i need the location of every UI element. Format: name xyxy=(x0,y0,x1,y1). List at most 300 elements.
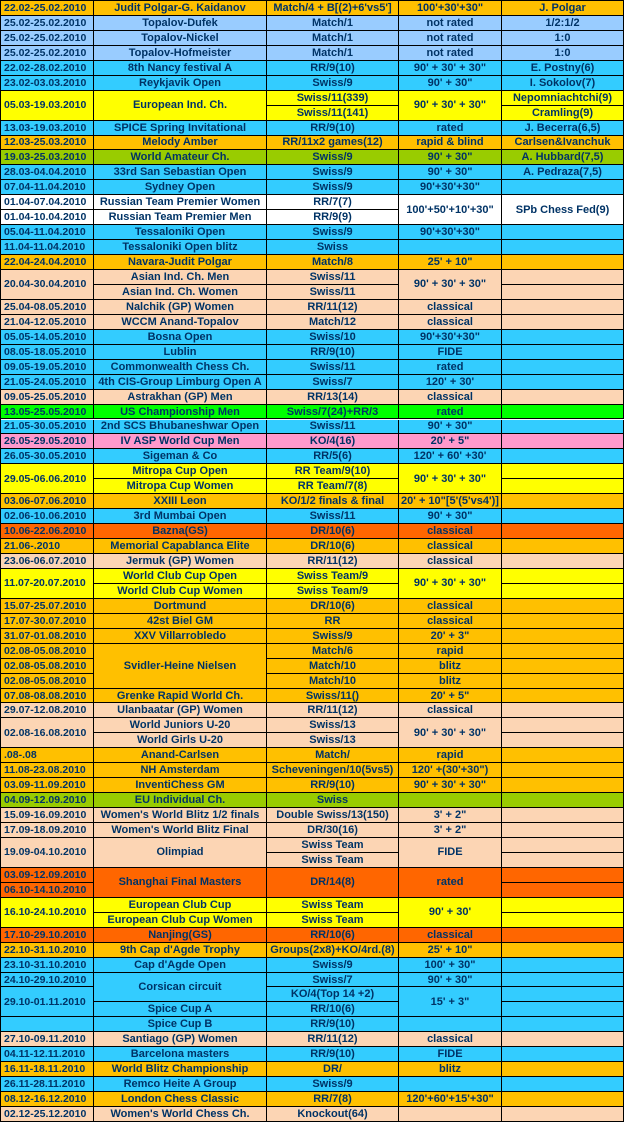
time-control-cell xyxy=(399,240,502,255)
format-cell: Swiss xyxy=(267,793,399,808)
date-cell: 06.10-14.10.2010 xyxy=(1,883,94,898)
time-control-cell xyxy=(399,1077,502,1092)
time-control-cell: 120' + 30' xyxy=(399,375,502,390)
event-name-cell: Mitropa Cup Open xyxy=(94,464,267,479)
date-cell: 02.06-10.06.2010 xyxy=(1,509,94,524)
event-name-cell: Sigeman & Co xyxy=(94,449,267,464)
format-cell: Swiss/10 xyxy=(267,330,399,345)
format-cell: Swiss/9 xyxy=(267,225,399,240)
winner-cell xyxy=(502,494,624,509)
format-cell: RR/5(6) xyxy=(267,449,399,464)
event-name-cell: Lublin xyxy=(94,345,267,360)
winner-cell xyxy=(502,838,624,853)
winner-cell xyxy=(502,300,624,315)
event-name-cell: World Club Cup Women xyxy=(94,584,267,599)
event-name-cell: Nalchik (GP) Women xyxy=(94,300,267,315)
format-cell: DR/14(8) xyxy=(267,868,399,898)
event-name-cell: Svidler-Heine Nielsen xyxy=(94,644,267,689)
format-cell: RR/9(10) xyxy=(267,121,399,136)
date-cell: 27.10-09.11.2010 xyxy=(1,1032,94,1047)
format-cell: RR xyxy=(267,614,399,629)
date-cell: 31.07-01.08.2010 xyxy=(1,629,94,644)
date-cell: 05.03-19.03.2010 xyxy=(1,91,94,121)
date-cell: 01.04-07.04.2010 xyxy=(1,195,94,210)
time-control-cell: FIDE xyxy=(399,838,502,868)
date-cell: 07.08-08.08.2010 xyxy=(1,689,94,704)
winner-cell xyxy=(502,225,624,240)
date-cell: 02.08-05.08.2010 xyxy=(1,674,94,689)
date-cell: 23.06-06.07.2010 xyxy=(1,554,94,569)
time-control-cell: classical xyxy=(399,1032,502,1047)
event-name-cell: Shanghai Final Masters xyxy=(94,868,267,898)
winner-cell xyxy=(502,644,624,659)
winner-cell xyxy=(502,390,624,405)
date-cell: 03.09-11.09.2010 xyxy=(1,778,94,793)
date-cell: 23.02-03.03.2010 xyxy=(1,76,94,91)
event-name-cell: Bosna Open xyxy=(94,330,267,345)
date-cell: 11.08-23.08.2010 xyxy=(1,763,94,778)
event-name-cell: 4th CIS-Group Limburg Open A xyxy=(94,375,267,390)
date-cell: 20.04-30.04.2010 xyxy=(1,270,94,300)
time-control-cell xyxy=(399,1017,502,1032)
format-cell: Swiss Team xyxy=(267,913,399,928)
winner-cell xyxy=(502,270,624,285)
time-control-cell: 90' + 30' + 30" xyxy=(399,778,502,793)
winner-cell: 1/2:1/2 xyxy=(502,16,624,31)
time-control-cell: 120'+60'+15'+30" xyxy=(399,1092,502,1107)
time-control-cell: rated xyxy=(399,360,502,375)
winner-cell: Cramling(9) xyxy=(502,106,624,121)
winner-cell xyxy=(502,793,624,808)
date-cell: 17.07-30.07.2010 xyxy=(1,614,94,629)
event-name-cell: Jermuk (GP) Women xyxy=(94,554,267,569)
winner-cell xyxy=(502,539,624,554)
format-cell: Groups(2x8)+KO/4rd.(8) xyxy=(267,943,399,958)
time-control-cell: rated xyxy=(399,121,502,136)
event-name-cell: SPICE Spring Invitational xyxy=(94,121,267,136)
winner-cell xyxy=(502,689,624,704)
format-cell: RR/9(10) xyxy=(267,61,399,76)
time-control-cell: 100'+30'+30" xyxy=(399,1,502,16)
format-cell: Swiss/13 xyxy=(267,733,399,748)
event-name-cell: Russian Team Premier Women xyxy=(94,195,267,210)
time-control-cell: 20' + 5" xyxy=(399,434,502,449)
time-control-cell: rapid & blind xyxy=(399,136,502,151)
time-control-cell: 90'+30'+30" xyxy=(399,225,502,240)
format-cell: DR/30(16) xyxy=(267,823,399,838)
winner-cell: A. Pedraza(7,5) xyxy=(502,165,624,180)
format-cell: Match/ xyxy=(267,748,399,763)
winner-cell xyxy=(502,1032,624,1047)
time-control-cell: 90' + 30' + 30" xyxy=(399,718,502,748)
winner-cell xyxy=(502,703,624,718)
event-name-cell: 9th Cap d'Agde Trophy xyxy=(94,943,267,958)
winner-cell xyxy=(502,420,624,435)
format-cell: Swiss Team xyxy=(267,838,399,853)
winner-cell xyxy=(502,659,624,674)
date-cell: 23.10-31.10.2010 xyxy=(1,958,94,973)
format-cell: Swiss/13 xyxy=(267,718,399,733)
winner-cell xyxy=(502,763,624,778)
event-name-cell: London Chess Classic xyxy=(94,1092,267,1107)
event-name-cell: Cap d'Agde Open xyxy=(94,958,267,973)
date-cell: 29.07-12.08.2010 xyxy=(1,703,94,718)
event-name-cell: US Championship Men xyxy=(94,405,267,420)
format-cell: Swiss/11 xyxy=(267,360,399,375)
format-cell: Swiss/7 xyxy=(267,375,399,390)
time-control-cell: FIDE xyxy=(399,345,502,360)
format-cell: Swiss/9 xyxy=(267,150,399,165)
winner-cell: Carlsen&Ivanchuk xyxy=(502,136,624,151)
event-name-cell: 8th Nancy festival A xyxy=(94,61,267,76)
winner-cell xyxy=(502,1002,624,1017)
date-cell: 08.05-18.05.2010 xyxy=(1,345,94,360)
format-cell: RR/11x2 games(12) xyxy=(267,136,399,151)
time-control-cell: not rated xyxy=(399,31,502,46)
time-control-cell: classical xyxy=(399,390,502,405)
winner-cell xyxy=(502,375,624,390)
time-control-cell: 15' + 3" xyxy=(399,987,502,1017)
winner-cell xyxy=(502,599,624,614)
date-cell: 13.03-19.03.2010 xyxy=(1,121,94,136)
format-cell: RR/10(6) xyxy=(267,928,399,943)
event-name-cell: Anand-Carlsen xyxy=(94,748,267,763)
winner-cell: 1:0 xyxy=(502,46,624,61)
date-cell: 17.09-18.09.2010 xyxy=(1,823,94,838)
format-cell: RR/11(12) xyxy=(267,1032,399,1047)
event-name-cell: European Club Cup Women xyxy=(94,913,267,928)
date-cell: 25.02-25.02.2010 xyxy=(1,46,94,61)
format-cell: Swiss/9 xyxy=(267,165,399,180)
date-cell: 24.10-29.10.2010 xyxy=(1,973,94,988)
winner-cell xyxy=(502,629,624,644)
time-control-cell: 90'+30'+30" xyxy=(399,180,502,195)
format-cell: RR/11(12) xyxy=(267,703,399,718)
winner-cell xyxy=(502,853,624,868)
event-name-cell: InventiChess GM xyxy=(94,778,267,793)
event-name-cell: Santiago (GP) Women xyxy=(94,1032,267,1047)
date-cell: 25.04-08.05.2010 xyxy=(1,300,94,315)
event-name-cell: 2nd SCS Bhubaneshwar Open xyxy=(94,420,267,435)
event-name-cell: Topalov-Hofmeister xyxy=(94,46,267,61)
winner-cell xyxy=(502,883,624,898)
time-control-cell: 90' + 30" xyxy=(399,150,502,165)
event-name-cell: European Ind. Ch. xyxy=(94,91,267,121)
winner-cell: J. Becerra(6,5) xyxy=(502,121,624,136)
date-cell xyxy=(1,1017,94,1032)
format-cell: RR Team/7(8) xyxy=(267,479,399,494)
format-cell: Match/1 xyxy=(267,46,399,61)
time-control-cell: 100' + 30" xyxy=(399,958,502,973)
time-control-cell xyxy=(399,1107,502,1122)
time-control-cell: 120' + 60' +30' xyxy=(399,449,502,464)
event-name-cell: World Girls U-20 xyxy=(94,733,267,748)
winner-cell xyxy=(502,674,624,689)
date-cell: 10.06-22.06.2010 xyxy=(1,524,94,539)
format-cell: RR Team/9(10) xyxy=(267,464,399,479)
event-name-cell: Asian Ind. Ch. Women xyxy=(94,285,267,300)
winner-cell xyxy=(502,1077,624,1092)
winner-cell xyxy=(502,1062,624,1077)
time-control-cell: 3' + 2" xyxy=(399,808,502,823)
date-cell: 09.05-25.05.2010 xyxy=(1,390,94,405)
date-cell: 02.08-05.08.2010 xyxy=(1,644,94,659)
format-cell: DR/10(6) xyxy=(267,539,399,554)
event-name-cell: Topalov-Nickel xyxy=(94,31,267,46)
time-control-cell: classical xyxy=(399,599,502,614)
date-cell: 22.02-25.02.2010 xyxy=(1,1,94,16)
event-name-cell: Women's World Blitz 1/2 finals xyxy=(94,808,267,823)
event-name-cell: Dortmund xyxy=(94,599,267,614)
event-name-cell: Remco Heite A Group xyxy=(94,1077,267,1092)
winner-cell xyxy=(502,524,624,539)
time-control-cell: blitz xyxy=(399,659,502,674)
winner-cell: J. Polgar xyxy=(502,1,624,16)
time-control-cell: 90' + 30" xyxy=(399,420,502,435)
winner-cell xyxy=(502,434,624,449)
format-cell: Swiss Team xyxy=(267,853,399,868)
format-cell: Swiss xyxy=(267,240,399,255)
time-control-cell xyxy=(399,793,502,808)
time-control-cell: blitz xyxy=(399,1062,502,1077)
date-cell: 05.05-14.05.2010 xyxy=(1,330,94,345)
event-name-cell: 33rd San Sebastian Open xyxy=(94,165,267,180)
time-control-cell: 20' + 10"[5'(5'vs4')] xyxy=(399,494,502,509)
format-cell: Match/10 xyxy=(267,674,399,689)
event-name-cell: Memorial Capablanca Elite xyxy=(94,539,267,554)
format-cell: Swiss/11 xyxy=(267,270,399,285)
time-control-cell: 90' + 30" xyxy=(399,76,502,91)
winner-cell xyxy=(502,345,624,360)
winner-cell: A. Hubbard(7,5) xyxy=(502,150,624,165)
event-name-cell: 3rd Mumbai Open xyxy=(94,509,267,524)
winner-cell xyxy=(502,180,624,195)
format-cell: Double Swiss/13(150) xyxy=(267,808,399,823)
format-cell: Swiss Team/9 xyxy=(267,584,399,599)
format-cell: RR/9(9) xyxy=(267,210,399,225)
winner-cell xyxy=(502,987,624,1002)
format-cell: DR/ xyxy=(267,1062,399,1077)
date-cell: 09.05-19.05.2010 xyxy=(1,360,94,375)
time-control-cell: classical xyxy=(399,315,502,330)
event-name-cell: Judit Polgar-G. Kaidanov xyxy=(94,1,267,16)
time-control-cell: 90' + 30' + 30" xyxy=(399,569,502,599)
format-cell: Scheveningen/10(5vs5) xyxy=(267,763,399,778)
time-control-cell: FIDE xyxy=(399,1047,502,1062)
event-name-cell: Tessaloniki Open blitz xyxy=(94,240,267,255)
date-cell: 13.05-25.05.2010 xyxy=(1,405,94,420)
winner-cell: 1:0 xyxy=(502,31,624,46)
event-name-cell: Corsican circuit xyxy=(94,973,267,1003)
date-cell: 15.09-16.09.2010 xyxy=(1,808,94,823)
time-control-cell: 90' + 30" xyxy=(399,165,502,180)
date-cell: .08-.08 xyxy=(1,748,94,763)
date-cell: 02.08-05.08.2010 xyxy=(1,659,94,674)
date-cell: 28.03-04.04.2010 xyxy=(1,165,94,180)
date-cell: 19.03-25.03.2010 xyxy=(1,150,94,165)
winner-cell xyxy=(502,405,624,420)
format-cell: RR/11(12) xyxy=(267,554,399,569)
date-cell: 02.12-25.12.2010 xyxy=(1,1107,94,1122)
format-cell: Swiss/9 xyxy=(267,629,399,644)
event-name-cell: World Juniors U-20 xyxy=(94,718,267,733)
time-control-cell: rated xyxy=(399,868,502,898)
winner-cell xyxy=(502,554,624,569)
format-cell: RR/9(10) xyxy=(267,345,399,360)
winner-cell xyxy=(502,449,624,464)
winner-cell xyxy=(502,733,624,748)
date-cell: 04.09-12.09.2010 xyxy=(1,793,94,808)
date-cell: 21.06-.2010 xyxy=(1,539,94,554)
time-control-cell: 20' + 5" xyxy=(399,689,502,704)
format-cell: Match/1 xyxy=(267,16,399,31)
format-cell: Swiss/9 xyxy=(267,180,399,195)
date-cell: 03.06-07.06.2010 xyxy=(1,494,94,509)
event-name-cell: Nanjing(GS) xyxy=(94,928,267,943)
event-name-cell: Commonwealth Chess Ch. xyxy=(94,360,267,375)
winner-cell xyxy=(502,748,624,763)
winner-cell xyxy=(502,1092,624,1107)
date-cell: 08.12-16.12.2010 xyxy=(1,1092,94,1107)
time-control-cell: 100'+50'+10'+30" xyxy=(399,195,502,225)
event-name-cell: Reykjavik Open xyxy=(94,76,267,91)
event-name-cell: Topalov-Dufek xyxy=(94,16,267,31)
format-cell: KO/1/2 finals & final xyxy=(267,494,399,509)
format-cell: RR/9(10) xyxy=(267,1047,399,1062)
format-cell: RR/10(6) xyxy=(267,1002,399,1017)
format-cell: Match/10 xyxy=(267,659,399,674)
format-cell: Knockout(64) xyxy=(267,1107,399,1122)
format-cell: Match/8 xyxy=(267,255,399,270)
format-cell: Swiss/9 xyxy=(267,76,399,91)
time-control-cell: rapid xyxy=(399,644,502,659)
event-name-cell: Women's World Chess Ch. xyxy=(94,1107,267,1122)
winner-cell xyxy=(502,464,624,479)
winner-cell xyxy=(502,240,624,255)
time-control-cell: 90' + 30' + 30" xyxy=(399,270,502,300)
winner-cell xyxy=(502,285,624,300)
event-name-cell: XXV Villarrobledo xyxy=(94,629,267,644)
event-name-cell: World Blitz Championship xyxy=(94,1062,267,1077)
date-cell: 19.09-04.10.2010 xyxy=(1,838,94,868)
winner-cell xyxy=(502,778,624,793)
date-cell: 11.07-20.07.2010 xyxy=(1,569,94,599)
event-name-cell: Mitropa Cup Women xyxy=(94,479,267,494)
date-cell: 01.04-10.04.2010 xyxy=(1,210,94,225)
date-cell: 02.08-16.08.2010 xyxy=(1,718,94,748)
time-control-cell: 3' + 2" xyxy=(399,823,502,838)
format-cell: Swiss/11 xyxy=(267,509,399,524)
event-name-cell: Barcelona masters xyxy=(94,1047,267,1062)
time-control-cell: rapid xyxy=(399,748,502,763)
format-cell: RR/7(7) xyxy=(267,195,399,210)
event-name-cell: NH Amsterdam xyxy=(94,763,267,778)
time-control-cell: 20' + 3" xyxy=(399,629,502,644)
format-cell: Swiss/9 xyxy=(267,1077,399,1092)
winner-cell xyxy=(502,1047,624,1062)
winner-cell xyxy=(502,360,624,375)
date-cell: 25.02-25.02.2010 xyxy=(1,16,94,31)
time-control-cell: classical xyxy=(399,539,502,554)
time-control-cell: 120' +(30'+30") xyxy=(399,763,502,778)
event-name-cell: Astrakhan (GP) Men xyxy=(94,390,267,405)
format-cell: Match/1 xyxy=(267,31,399,46)
time-control-cell: 90' + 30' + 30" xyxy=(399,464,502,494)
event-name-cell: Asian Ind. Ch. Men xyxy=(94,270,267,285)
date-cell: 16.10-24.10.2010 xyxy=(1,898,94,928)
event-name-cell: XXIII Leon xyxy=(94,494,267,509)
event-name-cell: IV ASP World Cup Men xyxy=(94,434,267,449)
event-name-cell: Russian Team Premier Men xyxy=(94,210,267,225)
event-name-cell: World Club Cup Open xyxy=(94,569,267,584)
format-cell: Swiss Team xyxy=(267,898,399,913)
winner-cell xyxy=(502,868,624,883)
time-control-cell: not rated xyxy=(399,46,502,61)
format-cell: KO/4(Top 14 +2) xyxy=(267,987,399,1002)
format-cell: RR/11(12) xyxy=(267,300,399,315)
date-cell: 29.10-01.11.2010 xyxy=(1,987,94,1017)
winner-cell xyxy=(502,718,624,733)
date-cell: 11.04-11.04.2010 xyxy=(1,240,94,255)
event-name-cell: Spice Cup B xyxy=(94,1017,267,1032)
event-name-cell: Bazna(GS) xyxy=(94,524,267,539)
winner-cell xyxy=(502,913,624,928)
date-cell: 17.10-29.10.2010 xyxy=(1,928,94,943)
winner-cell xyxy=(502,973,624,988)
format-cell: Swiss/11 xyxy=(267,285,399,300)
time-control-cell: classical xyxy=(399,614,502,629)
event-name-cell: Melody Amber xyxy=(94,136,267,151)
format-cell: Match/6 xyxy=(267,644,399,659)
winner-cell xyxy=(502,958,624,973)
time-control-cell: not rated xyxy=(399,16,502,31)
winner-cell xyxy=(502,569,624,584)
event-name-cell: Grenke Rapid World Ch. xyxy=(94,689,267,704)
event-name-cell: World Amateur Ch. xyxy=(94,150,267,165)
time-control-cell: 90' + 30' + 30" xyxy=(399,61,502,76)
date-cell: 22.10-31.10.2010 xyxy=(1,943,94,958)
date-cell: 21.05-24.05.2010 xyxy=(1,375,94,390)
event-name-cell: Tessaloniki Open xyxy=(94,225,267,240)
format-cell: DR/10(6) xyxy=(267,524,399,539)
winner-cell xyxy=(502,808,624,823)
winner-cell xyxy=(502,1017,624,1032)
time-control-cell: 90' + 30" xyxy=(399,509,502,524)
event-name-cell: EU Individual Ch. xyxy=(94,793,267,808)
time-control-cell: 25' + 10" xyxy=(399,943,502,958)
format-cell: RR/13(14) xyxy=(267,390,399,405)
format-cell: RR/9(10) xyxy=(267,1017,399,1032)
time-control-cell: classical xyxy=(399,524,502,539)
winner-cell xyxy=(502,614,624,629)
winner-cell: Nepomniachtchi(9) xyxy=(502,91,624,106)
winner-cell xyxy=(502,898,624,913)
date-cell: 26.05-30.05.2010 xyxy=(1,449,94,464)
winner-cell xyxy=(502,584,624,599)
date-cell: 22.04-24.04.2010 xyxy=(1,255,94,270)
date-cell: 29.05-06.06.2010 xyxy=(1,464,94,494)
winner-cell: SPb Chess Fed(9) xyxy=(502,195,624,225)
date-cell: 15.07-25.07.2010 xyxy=(1,599,94,614)
time-control-cell: classical xyxy=(399,703,502,718)
event-name-cell: Spice Cup A xyxy=(94,1002,267,1017)
date-cell: 05.04-11.04.2010 xyxy=(1,225,94,240)
time-control-cell: classical xyxy=(399,554,502,569)
winner-cell xyxy=(502,823,624,838)
format-cell: Swiss/11(339) xyxy=(267,91,399,106)
format-cell: Swiss/11 xyxy=(267,420,399,435)
event-name-cell: Olimpiad xyxy=(94,838,267,868)
